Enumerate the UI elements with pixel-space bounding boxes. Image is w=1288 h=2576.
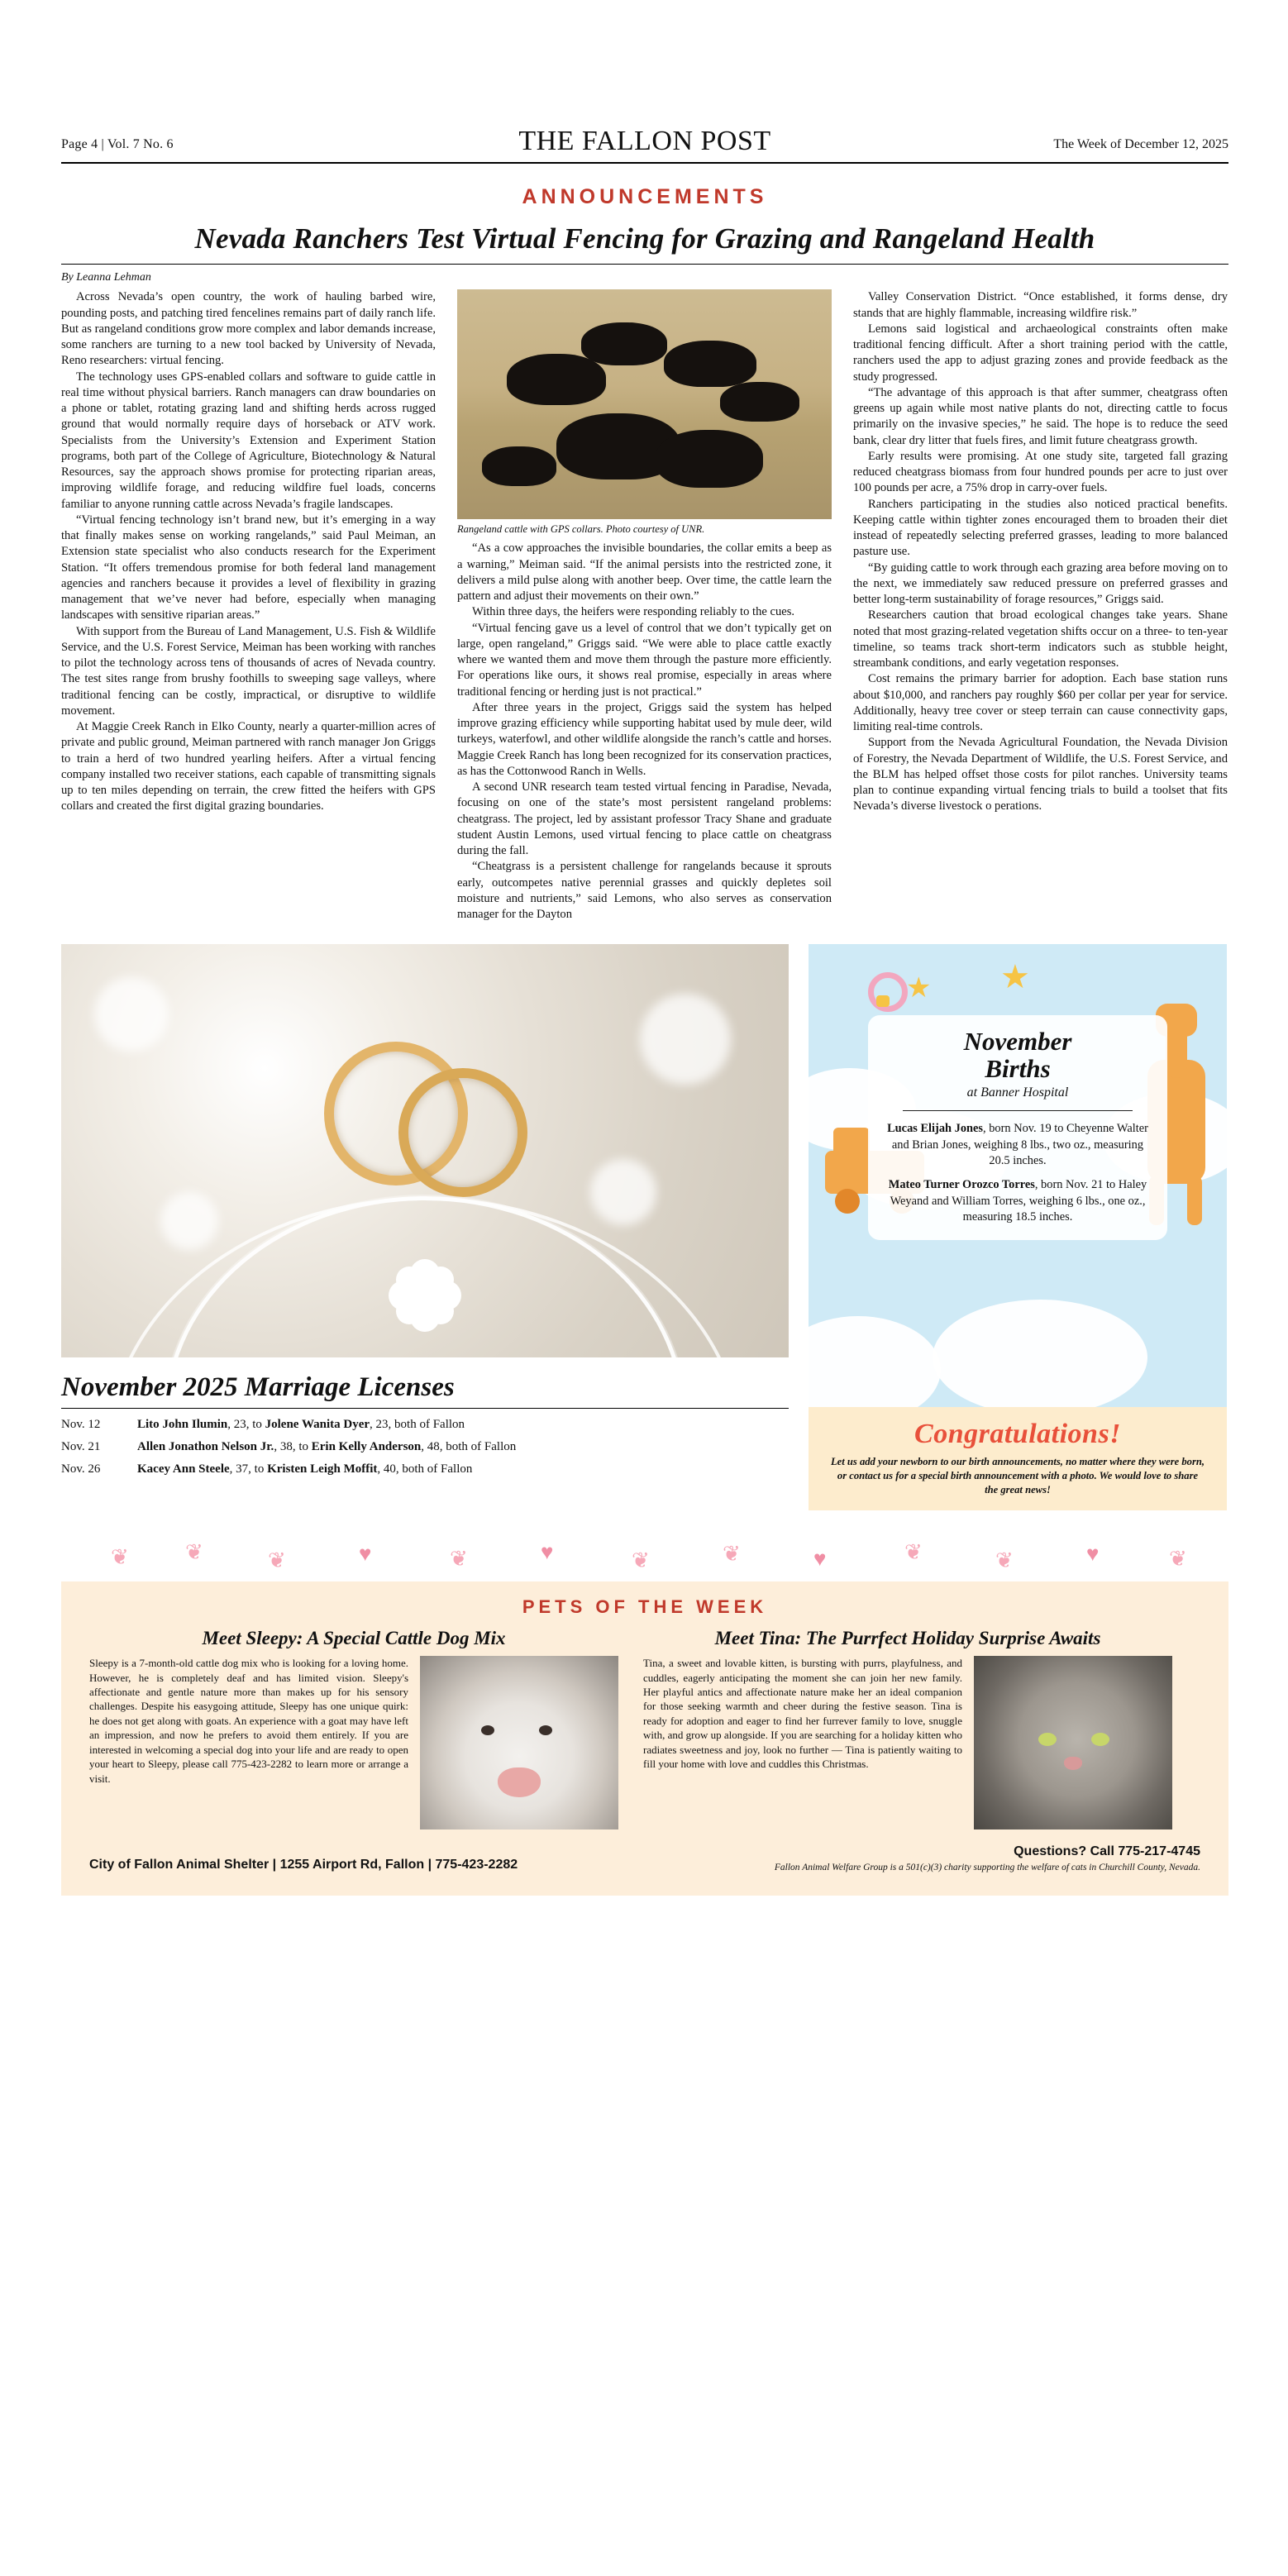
paw-print-border [61, 1535, 1228, 1581]
paragraph: The technology uses GPS-enabled collars and software to guide cattle in real time without physical barriers. Ranch managers can draw boundaries on a phone or tablet, rotating grazing land and shifting herds across rugged ground that would normally require days of horseback or ATV work. Specialists from the University’s Extension and Experiment Station programs, both part of the College of Agriculture, Biotechnology & Natural Resources, say the approach shows promise for protecting riparian areas, improving wildlife forage, and reducing wildfire fuel loads, concerns familiar to anyone running cattle across Nevada’s fragile landscapes. [61, 370, 436, 511]
pet-headline: Meet Sleepy: A Special Cattle Dog Mix [202, 1628, 506, 1649]
paragraph: Valley Conservation District. “Once established, it forms dense, dry stands that are highly flammable, increasing wildfire risk.” [853, 290, 1228, 320]
pets-columns [61, 1621, 1228, 1829]
article-byline: By Leanna Lehman [61, 271, 151, 284]
pet-card-tina [643, 1628, 1172, 1829]
charity-disclaimer: Fallon Animal Welfare Group is a 501(c)(3) charity supporting the welfare of cats in Churchill County, Nevada. [774, 1863, 1200, 1873]
births-title-line1: November [963, 1027, 1072, 1057]
paragraph: “Cheatgrass is a persistent challenge for rangelands because it sprouts early, outcompetes native perennial grasses and quickly depletes soil moisture and nutrients,” said Lemons, who also serves as conservation manager for the Dayton [457, 860, 832, 921]
license-text: Lito John Ilumin, 23, to Jolene Wanita Dyer, 23, both of Fallon [137, 1418, 465, 1432]
table-row [61, 1462, 789, 1476]
paragraph: “Virtual fencing gave us a level of control that we don’t typically get on large, open rangeland,” Griggs said. “We were able to place cattle exactly where we wanted them and move them through the pasture more efficiently. For operations like ours, it shows real promise, especially in areas where traditional fencing or herding just is not practical.” [457, 621, 832, 699]
pet-description: Tina, a sweet and lovable kitten, is bursting with purrs, playfulness, and cuddles, eagerly anticipating the moment she can join her new family. Her playful antics and affectionate nature make her an ideal companion for those seeking warmth and cheer during the festive season. Tina is ready for adoption and eager to find her furrever family to love, snuggle with, and grow up alongside. If you are searching for a holiday kitten who radiates sweetness and joy, look no further — Tina is patiently waiting to fill your home with love and cuddles this Christmas. [643, 1657, 962, 1771]
article-column-2 [457, 289, 832, 923]
heart-icon: ♥ [1086, 1542, 1100, 1567]
section-heading-announcements: ANNOUNCEMENTS [522, 185, 768, 208]
births-rule [903, 1110, 1133, 1111]
paragraph: “The advantage of this approach is that after summer, cheatgrass often greens up again while most native plants do not, directing cattle to focus primarily on the invasive species,” he said. The hope is to reduce the seed bank, clear dry litter that fuels fires, and limit future cheatgrass growth. [853, 385, 1228, 447]
births-announcement-box [809, 944, 1227, 1510]
paragraph: A second UNR research team tested virtual fencing in Paradise, Nevada, focusing on one of the state’s most persistent rangeland problems: cheatgrass. The project, led by assistant professor Tracy Shane and graduate student Austin Lemons, used virtual fencing to place cattle on cheatgrass during the fall. [457, 780, 832, 857]
wedding-rings-photo [61, 944, 789, 1357]
paw-icon: ❦ [995, 1548, 1014, 1573]
article-column-1 [61, 289, 436, 923]
masthead-left: Page 4 | Vol. 7 No. 6 [61, 137, 174, 151]
article-column-3 [853, 289, 1228, 923]
paw-icon: ❦ [1169, 1547, 1187, 1572]
cattle-photo [457, 289, 832, 519]
masthead-date: The Week of December 12, 2025 [1053, 137, 1228, 151]
births-illustration: ★ ★ November Births at Banner Hospital Lucas Elijah Jones, born Nov. 19 to Cheyenne Walter and Brian Jones, weighing 8 lbs., two oz., measuring 20.5 inches. Mateo Turner Orozco Torres, born Nov. 21 to Haley Weyand and William Torres, weighing 6 lbs., one oz., measuring 18.5 inches. [809, 944, 1227, 1407]
paragraph: “As a cow approaches the invisible boundaries, the collar emits a beep as a warning,” Meiman said. “If the animal persists into the restricted zone, it delivers a mild pulse along with another beep. Over time, the cattle learn the pattern and adjust their movements on their own.” [457, 541, 832, 603]
license-text: Kacey Ann Steele, 37, to Kristen Leigh Moffit, 40, both of Fallon [137, 1462, 473, 1476]
masthead [61, 124, 1228, 164]
paragraph: Cost remains the primary barrier for adoption. Each base station runs about $10,000, and ranchers pay roughly $60 per collar per year for service. Additionally, heavy tree cover or steep terrain can cause connectivity gaps, limiting real-time controls. [853, 672, 1228, 733]
photo-caption: Rangeland cattle with GPS collars. Photo courtesy of UNR. [457, 523, 705, 536]
marriage-licenses-title: November 2025 Marriage Licenses [61, 1372, 455, 1403]
paragraph: Researchers caution that broad ecological changes take years. Shane noted that most grazing-related vegetation shifts occur on a three- to ten-year timeline, so teams track short-term indicators such as stubble height, streambank conditions, and early vegetation responses. [853, 608, 1228, 670]
pacifier-tip-icon [876, 995, 890, 1007]
heart-icon: ♥ [359, 1542, 372, 1567]
paragraph: Lemons said logistical and archaeological constraints often make traditional fencing difficult. After a short training period with the cattle, ranchers used the app to adjust grazing zones and provide feedback as the study progressed. [853, 322, 1228, 384]
dog-photo [420, 1656, 618, 1829]
births-note: Let us add your newborn to our birth announcements, no matter where they were born, or contact us for a special birth announcement with a photo. We would love to share the great news! [830, 1456, 1205, 1496]
table-row [61, 1417, 789, 1432]
questions-phone-line: Questions? Call 775-217-4745 [1014, 1844, 1200, 1859]
paragraph: At Maggie Creek Ranch in Elko County, nearly a quarter-million acres of private and public ground, Meiman partnered with ranch manager Jon Griggs to train a herd of two hundred yearling heifers. After a virtual fencing company installed two receiver stations, each capable of transmitting signals up to ten miles depending on terrain, the crew fitted the heifers with GPS collars and created the first digital grazing boundaries. [61, 720, 436, 813]
pets-section-heading: PETS OF THE WEEK [522, 1596, 768, 1618]
paragraph: “By guiding cattle to work through each grazing area before moving on to the next, we immediately saw reduced pressure on preferred grasses and better long-term sustainability of forage resources,” Griggs said. [853, 561, 1228, 606]
paw-icon: ❦ [111, 1545, 129, 1570]
paragraph: After three years in the project, Griggs said the system has helped improve grazing efficiency while supporting habitat used by mule deer, wild turkeys, waterfowl, and other wildlife alongside the ranch’s cattle and horses. Maggie Creek Ranch has long been recognized for its conservation practices, as has the Cottonwood Ranch in Wells. [457, 700, 832, 778]
heart-icon: ♥ [813, 1547, 827, 1572]
marriage-rule [61, 1408, 789, 1409]
congratulations-text: Congratulations! [914, 1419, 1121, 1450]
marriage-section [61, 944, 789, 1510]
paragraph: Support from the Nevada Agricultural Foundation, the Nevada Division of Forestry, the Nevada Department of Wildlife, the U.S. Forest Service, and the BLM has helped offset those costs for pilot ranches. University teams plan to continue expanding virtual fencing trials to build a toolset that fits Nevada’s diverse livestock o perations. [853, 736, 1228, 813]
pet-headline: Meet Tina: The Purrfect Holiday Surprise Awaits [714, 1628, 1101, 1649]
paw-icon: ❦ [632, 1548, 650, 1573]
paragraph: Early results were promising. At one study site, targeted fall grazing reduced cheatgrass biomass from four hundred pounds per acre to just over 100 pounds per acre, a 75% drop in carry-over fuels. [853, 449, 1228, 495]
births-subtitle: at Banner Hospital [966, 1085, 1069, 1100]
license-date: Nov. 12 [61, 1418, 101, 1432]
paw-icon: ❦ [185, 1540, 203, 1565]
license-date: Nov. 26 [61, 1462, 101, 1476]
middle-band [61, 944, 1228, 1510]
birth-entry: Lucas Elijah Jones, born Nov. 19 to Cheyenne Walter and Brian Jones, weighing 8 lbs., two oz., measuring 20.5 inches. [887, 1122, 1148, 1167]
paragraph: Within three days, the heifers were responding reliably to the cues. [472, 605, 795, 619]
paw-icon: ❦ [268, 1548, 286, 1573]
pets-footer [61, 1829, 1228, 1872]
paw-icon: ❦ [904, 1540, 923, 1565]
pets-of-the-week-section [61, 1535, 1228, 1896]
birth-entry: Mateo Turner Orozco Torres, born Nov. 21 to Haley Weyand and William Torres, weighing 6 lbs., one oz., measuring 18.5 inches. [888, 1178, 1147, 1224]
license-text: Allen Jonathon Nelson Jr., 38, to Erin Kelly Anderson, 48, both of Fallon [137, 1440, 517, 1454]
paragraph: “Virtual fencing technology isn’t brand new, but it’s emerging in a way that finally makes sense on working rangelands,” said Paul Meiman, an Extension state specialist who also conducts research for the Experiment Station. “It offers tremendous promise for both federal land management agencies and ranchers because it provides a level of flexibility in grazing management that we’ve never had before, especially when managing landscapes with sensitive riparian areas.” [61, 513, 436, 623]
paragraph: Across Nevada’s open country, the work of hauling barbed wire, pounding posts, and patching tired fencelines remains part of daily ranch life. But as rangeland conditions grow more complex and labor demands increase, some ranchers are turning to a new tool backed by University of Nevada, Reno researchers: virtual fencing. [61, 290, 436, 368]
paragraph: With support from the Bureau of Land Management, U.S. Fish & Wildlife Service, and the U.S. Forest Service, Meiman has been working with ranches to pilot the technology across tens of thousands of acres of Nevada country. The test sites range from brushy foothills to sweeping sage valleys, where traditional fencing can be costly, impractical, or disruptive to wildlife movement. [61, 624, 436, 718]
cat-photo [974, 1656, 1172, 1829]
table-row [61, 1439, 789, 1454]
masthead-title: THE FALLON POST [518, 126, 771, 156]
pet-card-sleepy [89, 1628, 618, 1829]
license-date: Nov. 21 [61, 1440, 101, 1454]
shelter-contact-line: City of Fallon Animal Shelter | 1255 Airport Rd, Fallon | 775-423-2282 [89, 1858, 518, 1872]
paw-icon: ❦ [723, 1542, 741, 1567]
pet-description: Sleepy is a 7-month-old cattle dog mix who is looking for a loving home. However, he is completely deaf and has limited vision. Sleepy's affectionate and gentle nature more than makes up for his sensory challenges. Despite his easygoing attitude, Sleepy has one unique quirk: he does not get along with goats. An experience with a goat may have left an impression, and now he prefers to avoid them entirely. If you are interested in welcoming a special dog into your life and are ready to open your heart to Sleepy, please call 775-423-2282 to learn more or arrange a visit. [89, 1657, 408, 1785]
heart-icon: ♥ [541, 1540, 554, 1565]
article-headline: Nevada Ranchers Test Virtual Fencing for Grazing and Rangeland Health [194, 222, 1095, 255]
births-title-line2: Births [985, 1053, 1051, 1083]
paw-icon: ❦ [450, 1547, 468, 1572]
article-columns [61, 289, 1228, 923]
paragraph: Ranchers participating in the studies also noticed practical benefits. Keeping cattle within tighter zones encouraged them to broaden their diet instead of repeatedly selecting preferred grasses, leading to more balanced pasture use. [853, 497, 1228, 559]
page-sheet [61, 0, 1228, 1896]
headline-rule [61, 264, 1228, 265]
births-card [868, 1015, 1167, 1240]
